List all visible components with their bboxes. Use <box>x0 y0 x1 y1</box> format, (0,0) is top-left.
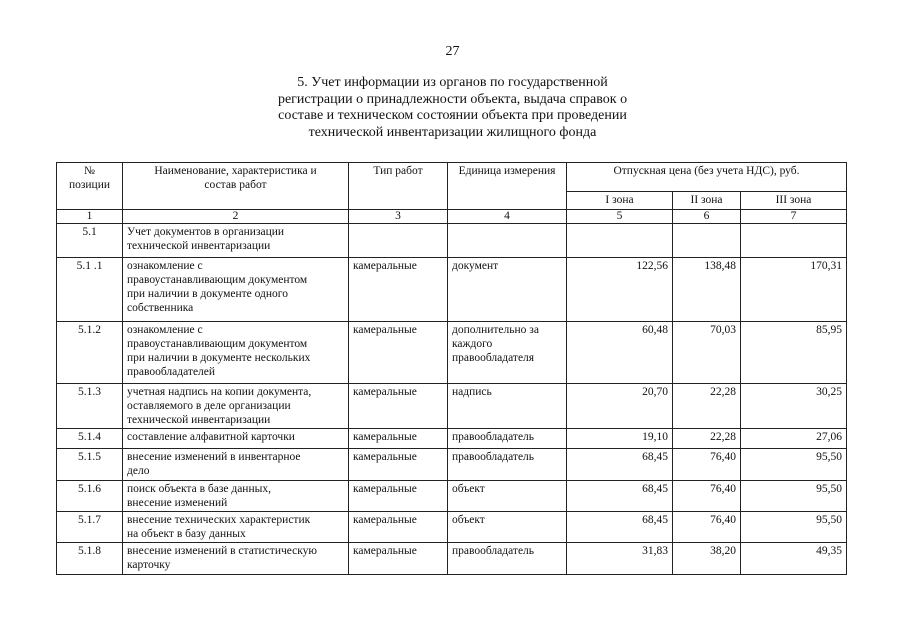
table-row <box>57 429 847 449</box>
row-position: 5.1.6 <box>57 481 123 512</box>
row-price-zone-1: 31,83 <box>567 543 673 575</box>
row-name-line: правоустанавливающим документом <box>127 274 308 286</box>
row-name-line: технической инвентаризации <box>127 240 271 252</box>
table-row <box>57 384 847 429</box>
row-name-line: собственника <box>127 302 194 314</box>
header-zone-3: III зона <box>741 192 847 210</box>
page-number: 27 <box>445 44 460 59</box>
row-name <box>123 384 349 429</box>
row-price-zone-1 <box>567 224 673 258</box>
row-name-line: ознакомление с <box>127 260 203 272</box>
row-name-line: правообладателей <box>127 366 216 378</box>
row-name-line: внесение изменений в статистическую <box>127 545 318 557</box>
row-price-zone-2: 38,20 <box>673 543 741 575</box>
header-unit: Единица измерения <box>448 163 567 210</box>
row-name-line: на объект в базу данных <box>127 528 246 540</box>
row-unit <box>448 512 567 543</box>
row-name <box>123 449 349 481</box>
row-unit-line: правообладатель <box>452 545 535 557</box>
table-row <box>57 543 847 575</box>
header-name <box>123 163 349 210</box>
column-number: 2 <box>123 210 349 224</box>
table-body <box>57 224 847 575</box>
header-row <box>57 163 847 192</box>
row-work-type: камеральные <box>349 449 448 481</box>
row-name-line: учетная надпись на копии документа, <box>127 386 312 398</box>
row-unit-line: правообладателя <box>452 352 535 364</box>
row-unit-line: правообладатель <box>452 451 535 463</box>
row-work-type: камеральные <box>349 512 448 543</box>
row-name-line: внесение изменений в инвентарное <box>127 451 301 463</box>
row-price-zone-3: 49,35 <box>741 543 847 575</box>
column-number: 7 <box>741 210 847 224</box>
row-price-zone-2: 22,28 <box>673 384 741 429</box>
table-row <box>57 449 847 481</box>
column-number: 5 <box>567 210 673 224</box>
row-name-line: при наличии в документе одного <box>127 288 288 300</box>
row-position: 5.1.7 <box>57 512 123 543</box>
row-name-line: дело <box>127 465 150 477</box>
header-position-line: № <box>84 165 95 177</box>
header-work-type: Тип работ <box>349 163 448 210</box>
section-title-line: регистрации о принадлежности объекта, выдача справок о <box>277 91 628 107</box>
row-price-zone-1: 19,10 <box>567 429 673 449</box>
row-price-zone-1: 122,56 <box>567 258 673 322</box>
row-name-line: поиск объекта в базе данных, <box>127 483 271 495</box>
row-price-zone-2 <box>673 224 741 258</box>
header-name-line: состав работ <box>204 179 267 191</box>
row-unit-line: документ <box>452 260 499 272</box>
section-title-line: технической инвентаризации жилищного фонда <box>308 124 597 140</box>
row-price-zone-1: 68,45 <box>567 512 673 543</box>
row-price-zone-1: 60,48 <box>567 322 673 384</box>
row-work-type: камеральные <box>349 429 448 449</box>
section-title-line: 5. Учет информации из органов по государственной <box>297 75 608 90</box>
row-name <box>123 543 349 575</box>
header-price: Отпускная цена (без учета НДС), руб. <box>567 163 847 192</box>
row-unit <box>448 258 567 322</box>
row-price-zone-2: 76,40 <box>673 481 741 512</box>
column-number: 4 <box>448 210 567 224</box>
row-work-type: камеральные <box>349 258 448 322</box>
row-work-type: камеральные <box>349 543 448 575</box>
row-name-line: карточку <box>127 559 171 571</box>
column-number: 3 <box>349 210 448 224</box>
row-position: 5.1.4 <box>57 429 123 449</box>
row-work-type <box>349 224 448 258</box>
row-unit-line: объект <box>452 514 485 526</box>
table-row <box>57 224 847 258</box>
row-name-line: оставляемого в деле организации <box>127 400 291 412</box>
row-unit-line: надпись <box>452 386 492 398</box>
column-number: 6 <box>673 210 741 224</box>
row-price-zone-2: 22,28 <box>673 429 741 449</box>
table-row <box>57 481 847 512</box>
row-name <box>123 224 349 258</box>
row-price-zone-3: 85,95 <box>741 322 847 384</box>
row-unit <box>448 481 567 512</box>
table-row <box>57 512 847 543</box>
row-name-line: составление алфавитной карточки <box>127 431 295 443</box>
row-name-line: при наличии в документе нескольких <box>127 352 311 364</box>
row-price-zone-3: 27,06 <box>741 429 847 449</box>
row-name <box>123 429 349 449</box>
row-name-line: внесение технических характеристик <box>127 514 311 526</box>
section-title <box>0 75 905 141</box>
section-title-line: составе и техническом состоянии объекта при проведении <box>278 108 627 123</box>
row-position: 5.1 <box>57 224 123 258</box>
row-name-line: правоустанавливающим документом <box>127 338 308 350</box>
column-number-row <box>57 210 847 224</box>
row-work-type: камеральные <box>349 481 448 512</box>
row-name <box>123 481 349 512</box>
row-unit <box>448 429 567 449</box>
row-unit <box>448 224 567 258</box>
row-price-zone-2: 76,40 <box>673 449 741 481</box>
row-price-zone-3 <box>741 224 847 258</box>
row-price-zone-2: 70,03 <box>673 322 741 384</box>
price-table <box>56 162 847 575</box>
row-unit <box>448 322 567 384</box>
row-unit-line: правообладатель <box>452 431 535 443</box>
row-unit-line: каждого <box>452 338 493 350</box>
table-row <box>57 258 847 322</box>
row-name <box>123 258 349 322</box>
row-unit <box>448 449 567 481</box>
header-position-line: позиции <box>68 179 111 191</box>
row-price-zone-1: 68,45 <box>567 481 673 512</box>
row-position: 5.1.5 <box>57 449 123 481</box>
row-unit-line: дополнительно за <box>452 324 539 336</box>
row-price-zone-1: 20,70 <box>567 384 673 429</box>
row-work-type: камеральные <box>349 384 448 429</box>
row-price-zone-3: 95,50 <box>741 512 847 543</box>
row-name-line: технической инвентаризации <box>127 414 271 426</box>
header-name-line: Наименование, характеристика и <box>154 165 317 177</box>
row-name <box>123 322 349 384</box>
row-price-zone-3: 95,50 <box>741 481 847 512</box>
row-position: 5.1.8 <box>57 543 123 575</box>
row-name-line: ознакомление с <box>127 324 203 336</box>
header-position <box>57 163 123 210</box>
row-position: 5.1 .1 <box>57 258 123 322</box>
row-unit <box>448 384 567 429</box>
row-position: 5.1.3 <box>57 384 123 429</box>
row-unit-line: объект <box>452 483 485 495</box>
column-number: 1 <box>57 210 123 224</box>
row-price-zone-3: 170,31 <box>741 258 847 322</box>
row-price-zone-2: 138,48 <box>673 258 741 322</box>
row-price-zone-2: 76,40 <box>673 512 741 543</box>
header-zone-1: I зона <box>567 192 673 210</box>
row-name-line: Учет документов в организации <box>127 226 285 238</box>
header-zone-2: II зона <box>673 192 741 210</box>
row-price-zone-3: 30,25 <box>741 384 847 429</box>
table-row <box>57 322 847 384</box>
row-unit <box>448 543 567 575</box>
row-name <box>123 512 349 543</box>
row-price-zone-3: 95,50 <box>741 449 847 481</box>
row-price-zone-1: 68,45 <box>567 449 673 481</box>
row-position: 5.1.2 <box>57 322 123 384</box>
row-work-type: камеральные <box>349 322 448 384</box>
row-name-line: внесение изменений <box>127 497 228 509</box>
